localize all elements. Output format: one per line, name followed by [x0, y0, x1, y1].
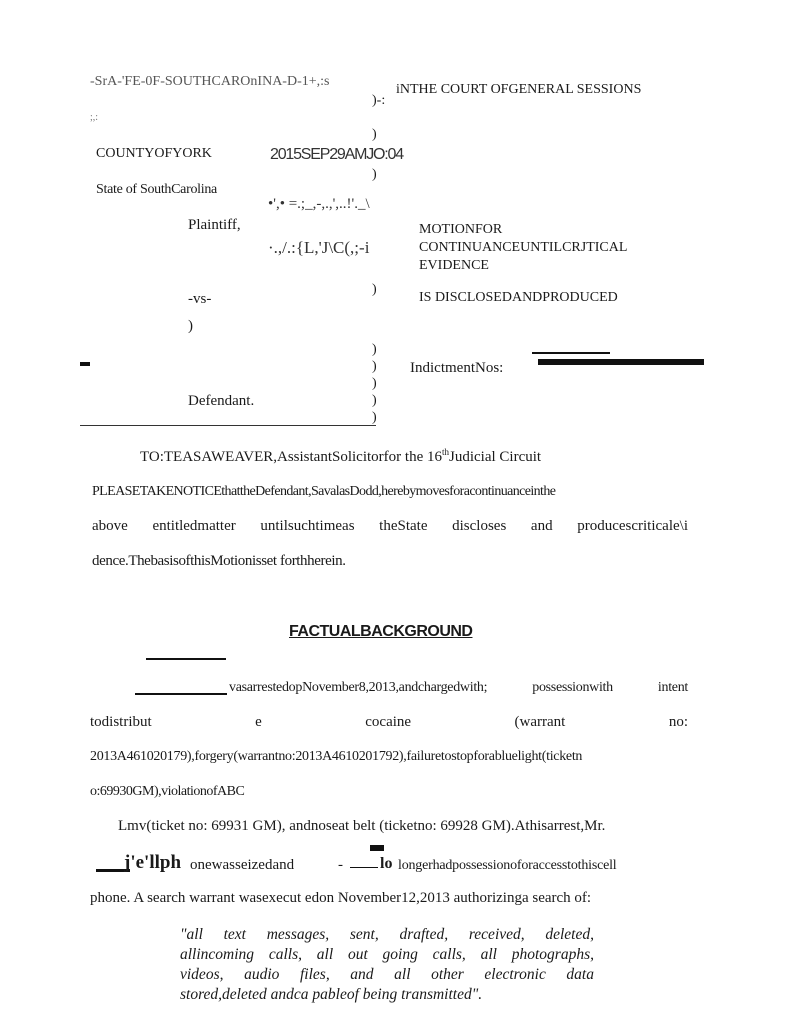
defendant-label: Defendant. — [188, 393, 255, 409]
quote-line-4: stored,deleted andca pableof being transmitted". — [180, 986, 483, 1003]
to-line-suffix: Judicial Circuit — [449, 449, 542, 465]
filing-stamp: 2015SEP29AMJO:04 — [270, 146, 403, 163]
background-line-7: phone. A search warrant wasexecut edon November12,2013 authorizinga search of: — [90, 890, 592, 906]
background-line-6-bold: lo — [380, 855, 393, 872]
caption-paren: )-: — [372, 93, 386, 108]
name-redaction-top — [146, 658, 226, 660]
plaintiff-label: Plaintiff, — [188, 217, 241, 233]
background-line-3: 2013A461020179),forgery(warrantno:2013A4610201792),failuretostopforabluelight(ticketn — [90, 749, 583, 764]
vs-paren: ) — [188, 318, 193, 334]
county-label: COUNTYOFYORK — [96, 146, 212, 161]
caption-paren: ) — [372, 167, 377, 182]
background-line-6-mid: onewasseizedand — [190, 857, 295, 873]
caption-paren: ) — [372, 342, 377, 357]
state-of-label: State of SouthCarolina — [96, 182, 217, 197]
vs-label: -vs- — [188, 291, 212, 307]
motion-title-line-1: MOTIONFOR — [419, 222, 503, 237]
caption-paren: ) — [372, 393, 377, 408]
name-redaction-underline — [135, 693, 227, 695]
quote-line-2: allincoming calls, all out going calls, all photographs, — [180, 946, 594, 963]
redaction-mark — [80, 362, 90, 366]
redaction-mark-2 — [370, 845, 384, 851]
caption-paren: ) — [372, 282, 377, 297]
quote-line-1: "all text messages, sent, drafted, received, deleted, — [180, 926, 594, 943]
quote-line-3: videos, audio files, and all other electronic data — [180, 966, 594, 983]
caption-paren: ) — [372, 410, 377, 425]
caption-paren: ) — [372, 359, 377, 374]
noise-line-1: •',• =.;_,-,.,',..!'._\ — [268, 196, 370, 212]
noise-line-2: ·.,/.:{L,'J\C(,;-i — [268, 238, 370, 257]
caption-underline — [80, 425, 376, 426]
notice-line-1: PLEASETAKENOTICEthattheDefendant,SavalasDodd,herebymovesforacontinuanceinthe — [92, 484, 556, 499]
indictment-label: IndictmentNos: — [410, 360, 504, 376]
dash-line — [350, 867, 378, 868]
stray-mark: ;,: — [90, 112, 99, 123]
to-line — [140, 447, 541, 466]
obscured-text: j'e'llph — [124, 852, 182, 873]
state-header: -SrA-'FE-0F-SOUTHCAROnINA-D-1+,:s — [90, 74, 330, 89]
to-line-superscript: th — [441, 447, 449, 457]
warrant-quote — [180, 925, 594, 1005]
notice-line-3: dence.ThebasisofthisMotionisset forthherein. — [92, 553, 346, 569]
caption-paren: ) — [372, 127, 377, 142]
to-line-prefix: TO:TEASAWEAVER,AssistantSolicitorfor the 16 — [140, 449, 442, 465]
background-line-4: o:69930GM),violationofABC — [90, 784, 245, 799]
background-line-6-end: longerhadpossessionoforaccesstothiscell — [398, 858, 617, 873]
background-line-5: Lmv(ticket no: 69931 GM), andnoseat belt (ticketno: 69928 GM).Athisarrest,Mr. — [118, 818, 606, 834]
background-line-2: todistribut e cocaine (warrant no: — [90, 714, 688, 730]
motion-title-line-4: IS DISCLOSEDANDPRODUCED — [419, 290, 618, 305]
motion-title-line-2: CONTINUANCEUNTILCRJTICAL — [419, 240, 628, 255]
court-name: iNTHE COURT OFGENERAL SESSIONS — [396, 82, 642, 97]
notice-line-2: above entitledmatter untilsuchtimeas theState discloses and producescriticale\i — [92, 518, 688, 534]
redaction-underline — [532, 352, 610, 354]
caption-paren: ) — [372, 376, 377, 391]
section-heading: FACTUALBACKGROUND — [289, 623, 473, 640]
indictment-redaction — [538, 359, 704, 365]
motion-title-line-3: EVIDENCE — [419, 258, 489, 273]
background-line-6-dash: - — [338, 857, 343, 873]
background-line-1: vasarrestedopNovember8,2013,andchargedwith; possessionwith intent — [229, 680, 688, 695]
